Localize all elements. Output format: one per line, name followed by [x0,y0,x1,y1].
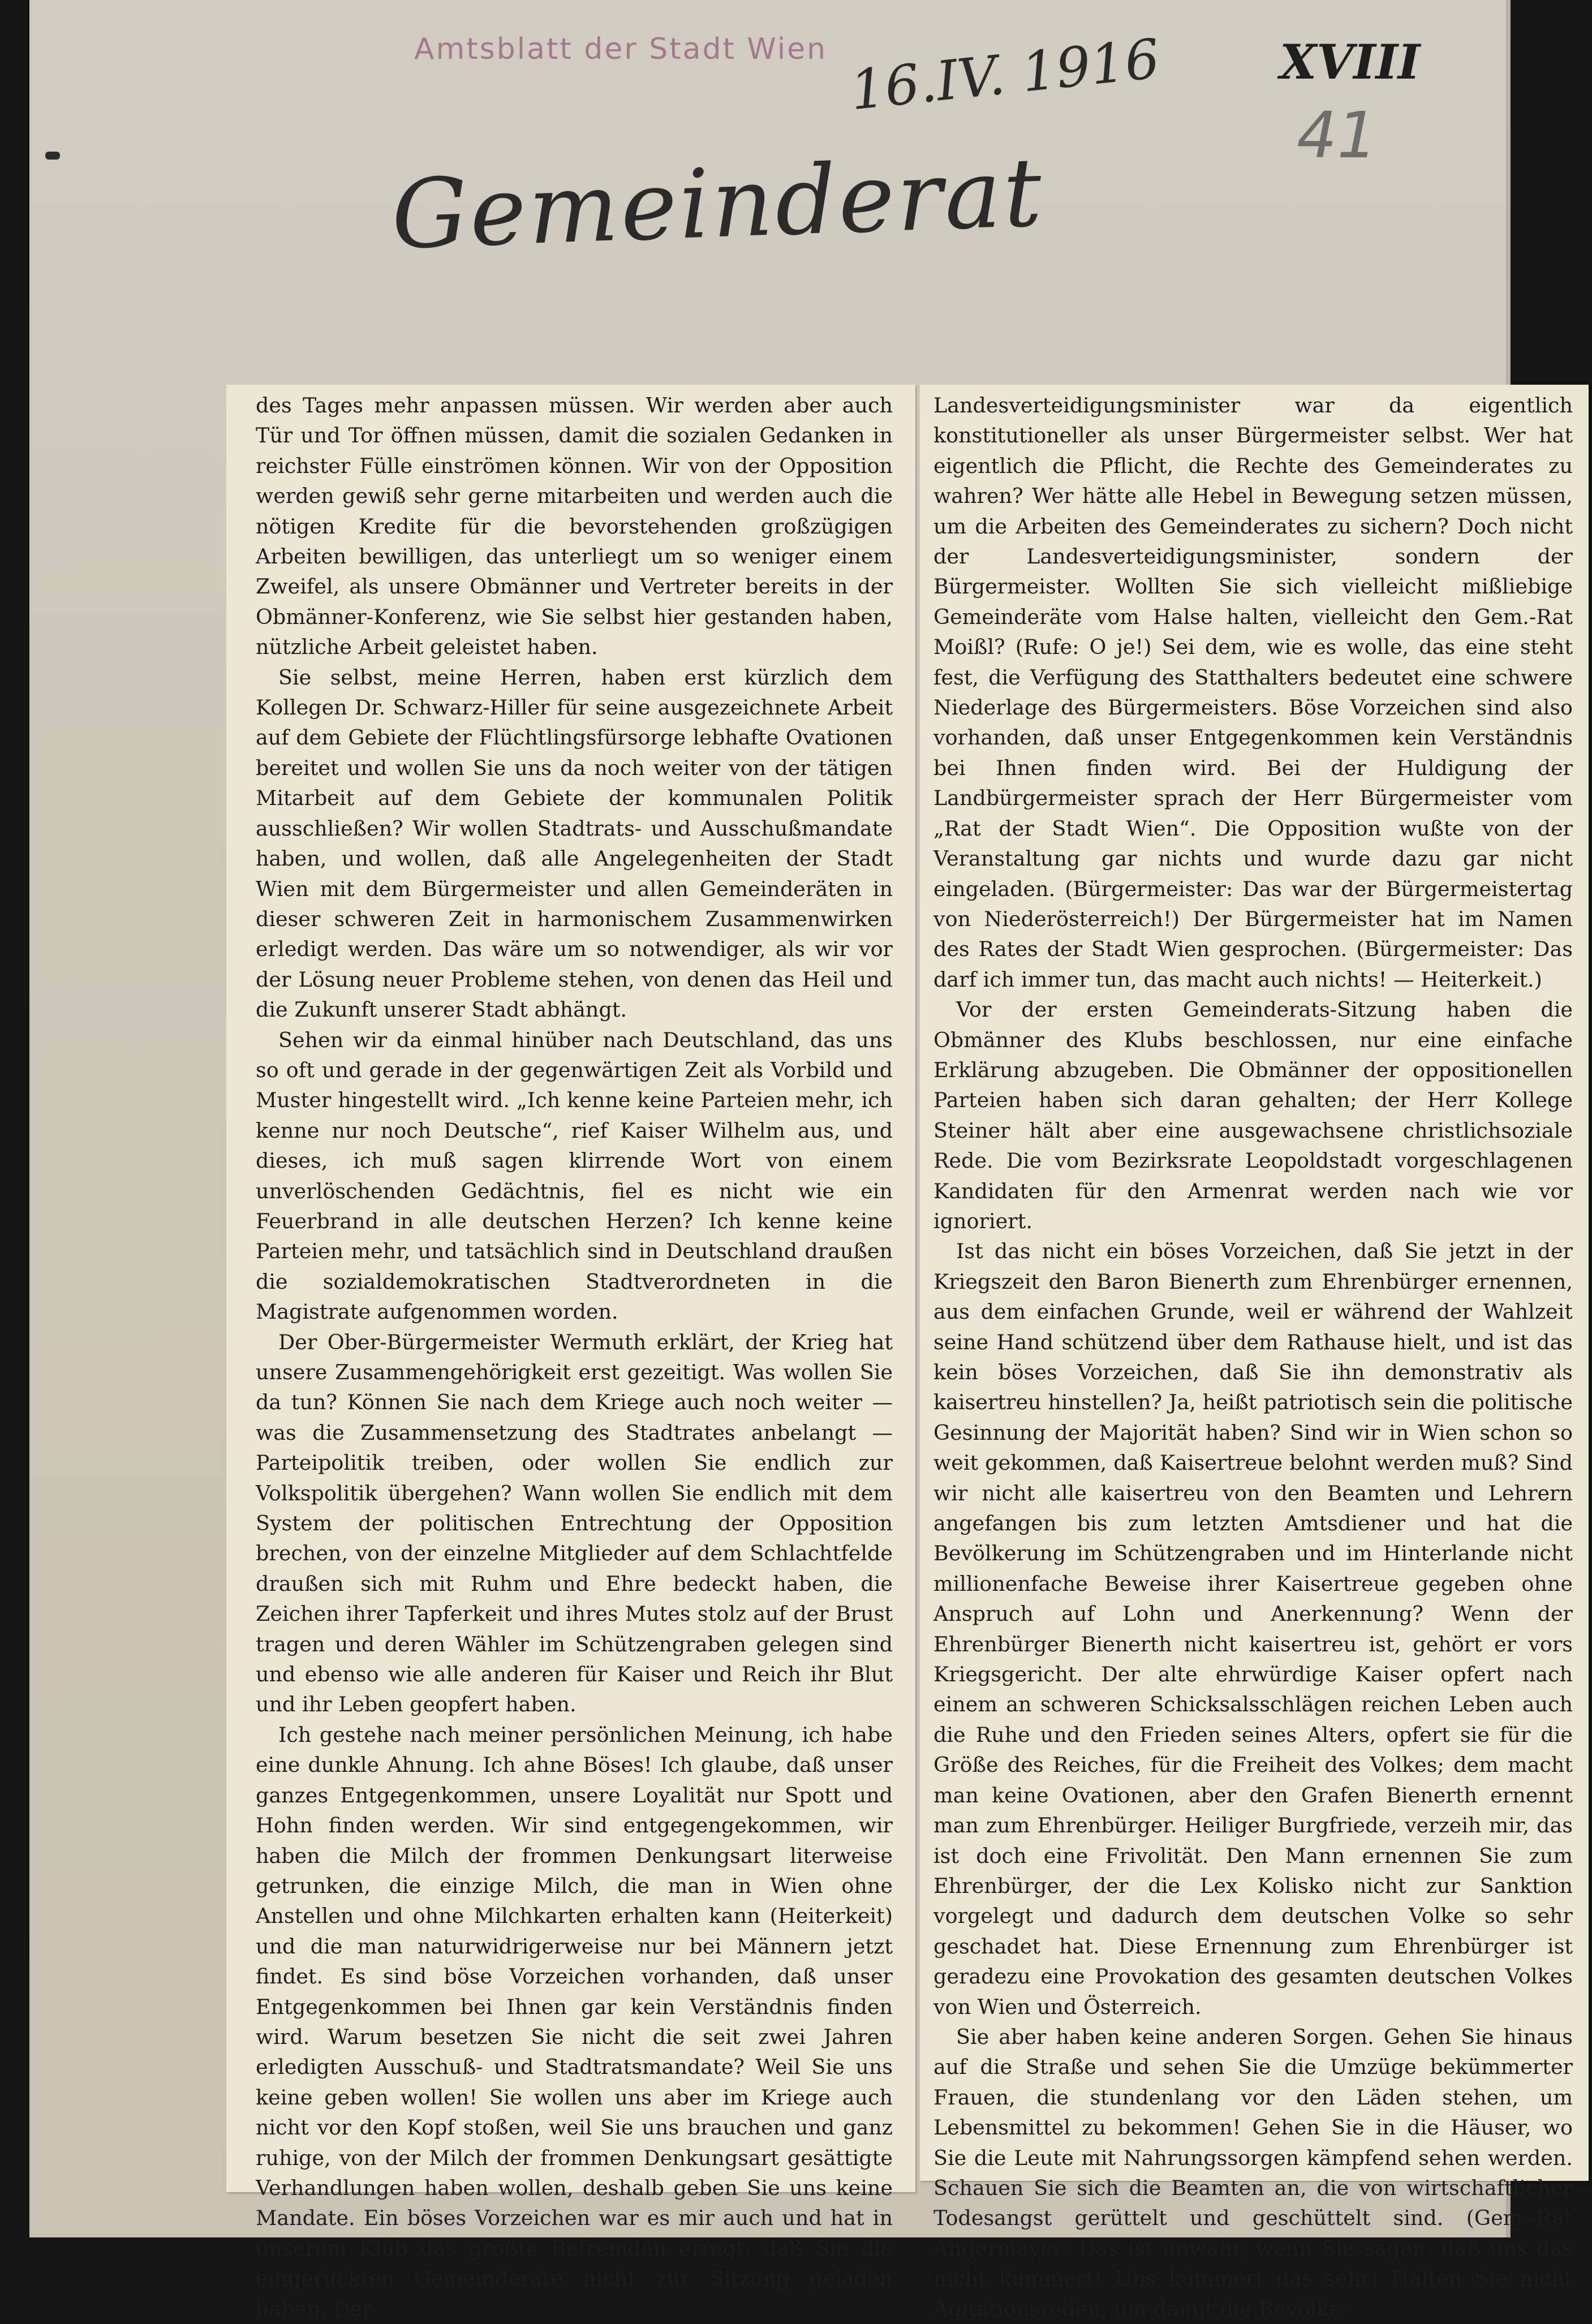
handwritten-folio: 41 [1297,99,1378,173]
paragraph: Vor der ersten Gemeinderats-Sitzung haben die Obmänner des Klubs beschlossen, nur eine einfache Erklärung abzugeben. Die Obmänner der oppositionellen Parteien haben sich daran gehalten; der Herr Kollege Steiner hält aber eine ausgewachsene christlichsoziale Rede. Die vom Bezirksrate Leopoldstadt vorgeschlagenen Kandidaten für den Armenrat werden nach wie vor ignoriert. [933,997,1573,1233]
text-column-left [256,390,893,2324]
paragraph: des Tages mehr anpassen müssen. Wir werden aber auch Tür und Tor öffnen müssen, damit die sozialen Gedanken in reichster Fülle einströmen können. Wir von der Opposition werden gewiß sehr gerne mitarbeiten und werden auch die nötigen Kredite für die bevorstehenden großzügigen Arbeiten bewilligen, das unterliegt um so weniger einem Zweifel, als unsere Obmänner und Vertreter bereits in der Obmänner-Konferenz, wie Sie selbst hier gestanden haben, nützliche Arbeit geleistet haben. [256,393,893,660]
text-column-right [933,390,1573,2324]
paragraph: Ich gestehe nach meiner persönlichen Meinung, ich habe eine dunkle Ahnung. Ich ahne Böses! Ich glaube, daß unser ganzes Entgegenkommen, unsere Loyalität nur Spott und Hohn finden werden. Wir sind entgegengekommen, wir haben die Milch der frommen Denkungsart literweise getrunken, die einzige Milch, die man in Wien ohne Anstellen und ohne Milchkarten erhalten kann (Heiterkeit) und die man naturwidrigerweise nur bei Männern jetzt findet. Es sind böse Vorzeichen vorhanden, daß unser Entgegenkommen bei Ihnen gar kein Verständnis finden wird. Warum besetzen Sie nicht die seit zwei Jahren erledigten Ausschuß- und Stadtratsmandate? Weil Sie uns keine geben wollen! Sie wollen uns aber im Kriege auch nicht vor den Kopf stoßen, weil Sie uns brauchen und ganz ruhige, von der Milch der frommen Denkungsart gesättigte Verhandlungen haben wollen, deshalb geben Sie uns keine Mandate. Ein böses Vorzeichen war es mir auch und hat in unserem Klub das größte Befremden erregt, daß Sie die eingerückten Gemeinderäte nicht zur Sitzung geladen haben. Der [256,1722,893,2321]
punch-hole-mark [45,152,60,160]
handwritten-date: 16.IV. 1916 [847,27,1163,123]
handwritten-number: XVIII [1280,34,1421,90]
newspaper-clipping-right [920,385,1589,2321]
paragraph: Ist das nicht ein böses Vorzeichen, daß Sie jetzt in der Kriegszeit den Baron Bienerth zum Ehrenbürger ernennen, aus dem einfachen Grunde, weil er während der Wahlzeit seine Hand schützend über dem Rathause hielt, und ist das kein böses Vorzeichen, daß Sie ihn demonstrativ als kaisertreu hinstellen? Ja, heißt patriotisch sein die politische Gesinnung der Majorität haben? Sind wir in Wien schon so weit gekommen, daß Kaisertreue belohnt werden muß? Sind wir nicht alle kaisertreu von den Beamten und Lehrern angefangen bis zum letzten Amtsdiener und hat die Bevölkerung im Schützengraben und im Hinterlande nicht millionenfache Beweise ihrer Kaisertreue gegeben ohne Anspruch auf Lohn und Anerkennung? Wenn der Ehrenbürger Bienerth nicht kaisertreu ist, gehört er vors Kriegsgericht. Der alte ehrwürdige Kaiser opfert nach einem an schweren Schicksalsschlägen reichen Leben auch die Ruhe und den Frieden seines Alters, opfert sie für die Größe des Reiches, für die Freiheit des Volkes; dem macht man keine Ovationen, aber den Grafen Bienerth ernennt man zum Ehrenbürger. Heiliger Burgfriede, verzeih mir, das ist doch eine Frivolität. Den Mann ernennen Sie zum Ehrenbürger, der die Lex Kolisko nicht zur Sanktion vorgelegt und dadurch dem deutschen Volke so sehr geschadet hat. Diese Ernennung zum Ehrenbürger ist geradezu eine Provokation des gesamten deutschen Volkes von Wien und Österreich. [933,1239,1573,2019]
archive-stamp: Amtsblatt der Stadt Wien [414,32,828,66]
paragraph: Landesverteidigungsminister war da eigentlich konstitutioneller als unser Bürgermeister selbst. Wer hat eigentlich die Pflicht, die Rechte des Gemeinderates zu wahren? Wer hätte alle Hebel in Bewegung setzen müssen, um die Arbeiten des Gemeinderates zu sichern? Doch nicht der Landesverteidigungsminister, sondern der Bürgermeister. Wollten Sie sich vielleicht mißliebige Gemeinderäte vom Halse halten, vielleicht den Gem.-Rat Moißl? (Rufe: O je!) Sei dem, wie es wolle, das eine steht fest, die Verfügung des Statthalters bedeutet eine schwere Niederlage des Bürgermeisters. Böse Vorzeichen sind also vorhanden, daß unser Entgegenkommen kein Verständnis bei Ihnen finden wird. Bei der Huldigung der Landbürgermeister sprach der Herr Bürgermeister vom „Rat der Stadt Wien“. Die Opposition wußte von der Veranstaltung gar nichts und wurde dazu gar nicht eingeladen. (Bürgermeister: Das war der Bürgermeistertag von Niederösterreich!) Der Bürgermeister hat im Namen des Rates der Stadt Wien gesprochen. (Bürgermeister: Das darf ich immer tun, das macht auch nichts! — Heiterkeit.) [933,393,1573,992]
archive-sheet [29,0,1573,2321]
paragraph: Sie selbst, meine Herren, haben erst kürzlich dem Kollegen Dr. Schwarz-Hiller für seine ausgezeichnete Arbeit auf dem Gebiete der Flüchtlingsfürsorge lebhafte Ovationen bereitet und wollen Sie uns da noch weiter von der tätigen Mitarbeit auf dem Gebiete der kommunalen Politik ausschließen? Wir wollen Stadtrats- und Ausschußmandate haben, und wollen, daß alle Angelegenheiten der Stadt Wien mit dem Bürgermeister und allen Gemeinderäten in dieser schweren Zeit in harmonischem Zusammenwirken erledigt werden. Das wäre um so notwendiger, als wir vor der Lösung neuer Probleme stehen, von denen das Heil und die Zukunft unserer Stadt abhängt. [256,665,893,1022]
newspaper-clipping-left [226,385,915,2321]
paragraph: Sie aber haben keine anderen Sorgen. Gehen Sie hinaus auf die Straße und sehen Sie die Umzüge bekümmerter Frauen, die stundenlang vor den Läden stehen, um Lebensmittel zu bekommen! Gehen Sie in die Häuser, wo Sie die Leute mit Nahrungssorgen kämpfend sehen werden. Schauen Sie sich die Beamten an, die von wirtschaftlicher Todesangst gerüttelt und geschüttelt sind. (Gem.-Rat Angermayer: Das ist unwahr, wenn Sie sagen, daß uns das nicht kümmert! Uns kümmert das sehr! Halten Sie nicht Agitationsreden, um damit die Bevölke- [933,2024,1573,2321]
handwritten-title: Gemeinderat [389,136,1046,271]
paragraph: Sehen wir da einmal hinüber nach Deutschland, das uns so oft und gerade in der gegenwärtigen Zeit als Vorbild und Muster hingestellt wird. „Ich kenne keine Parteien mehr, ich kenne nur noch Deutsche“, rief Kaiser Wilhelm aus, und dieses, ich muß sagen klirrende Wort von einem unverlöschenden Gedächtnis, fiel es nicht wie ein Feuerbrand in alle deutschen Herzen? Ich kenne keine Parteien mehr, und tatsächlich sind in Deutschland draußen die sozialdemokratischen Stadtverordneten in die Magistrate aufgenommen worden. [256,1027,893,1324]
paragraph: Der Ober-Bürgermeister Wermuth erklärt, der Krieg hat unsere Zusammengehörigkeit erst gezeitigt. Was wollen Sie da tun? Können Sie nach dem Kriege auch noch weiter — was die Zusammensetzung des Stadtrates anbelangt — Parteipolitik treiben, oder wollen Sie endlich zur Volkspolitik übergehen? Wann wollen Sie endlich mit dem System der politischen Entrechtung der Opposition brechen, von der einzelne Mitglieder auf dem Schlachtfelde draußen sich mit Ruhm und Ehre bedeckt haben, die Zeichen ihrer Tapferkeit und ihres Mutes stolz auf der Brust tragen und deren Wähler im Schützengraben gelegen sind und ebenso wie alle anderen für Kaiser und Reich ihr Blut und ihr Leben geopfert haben. [256,1329,893,1717]
